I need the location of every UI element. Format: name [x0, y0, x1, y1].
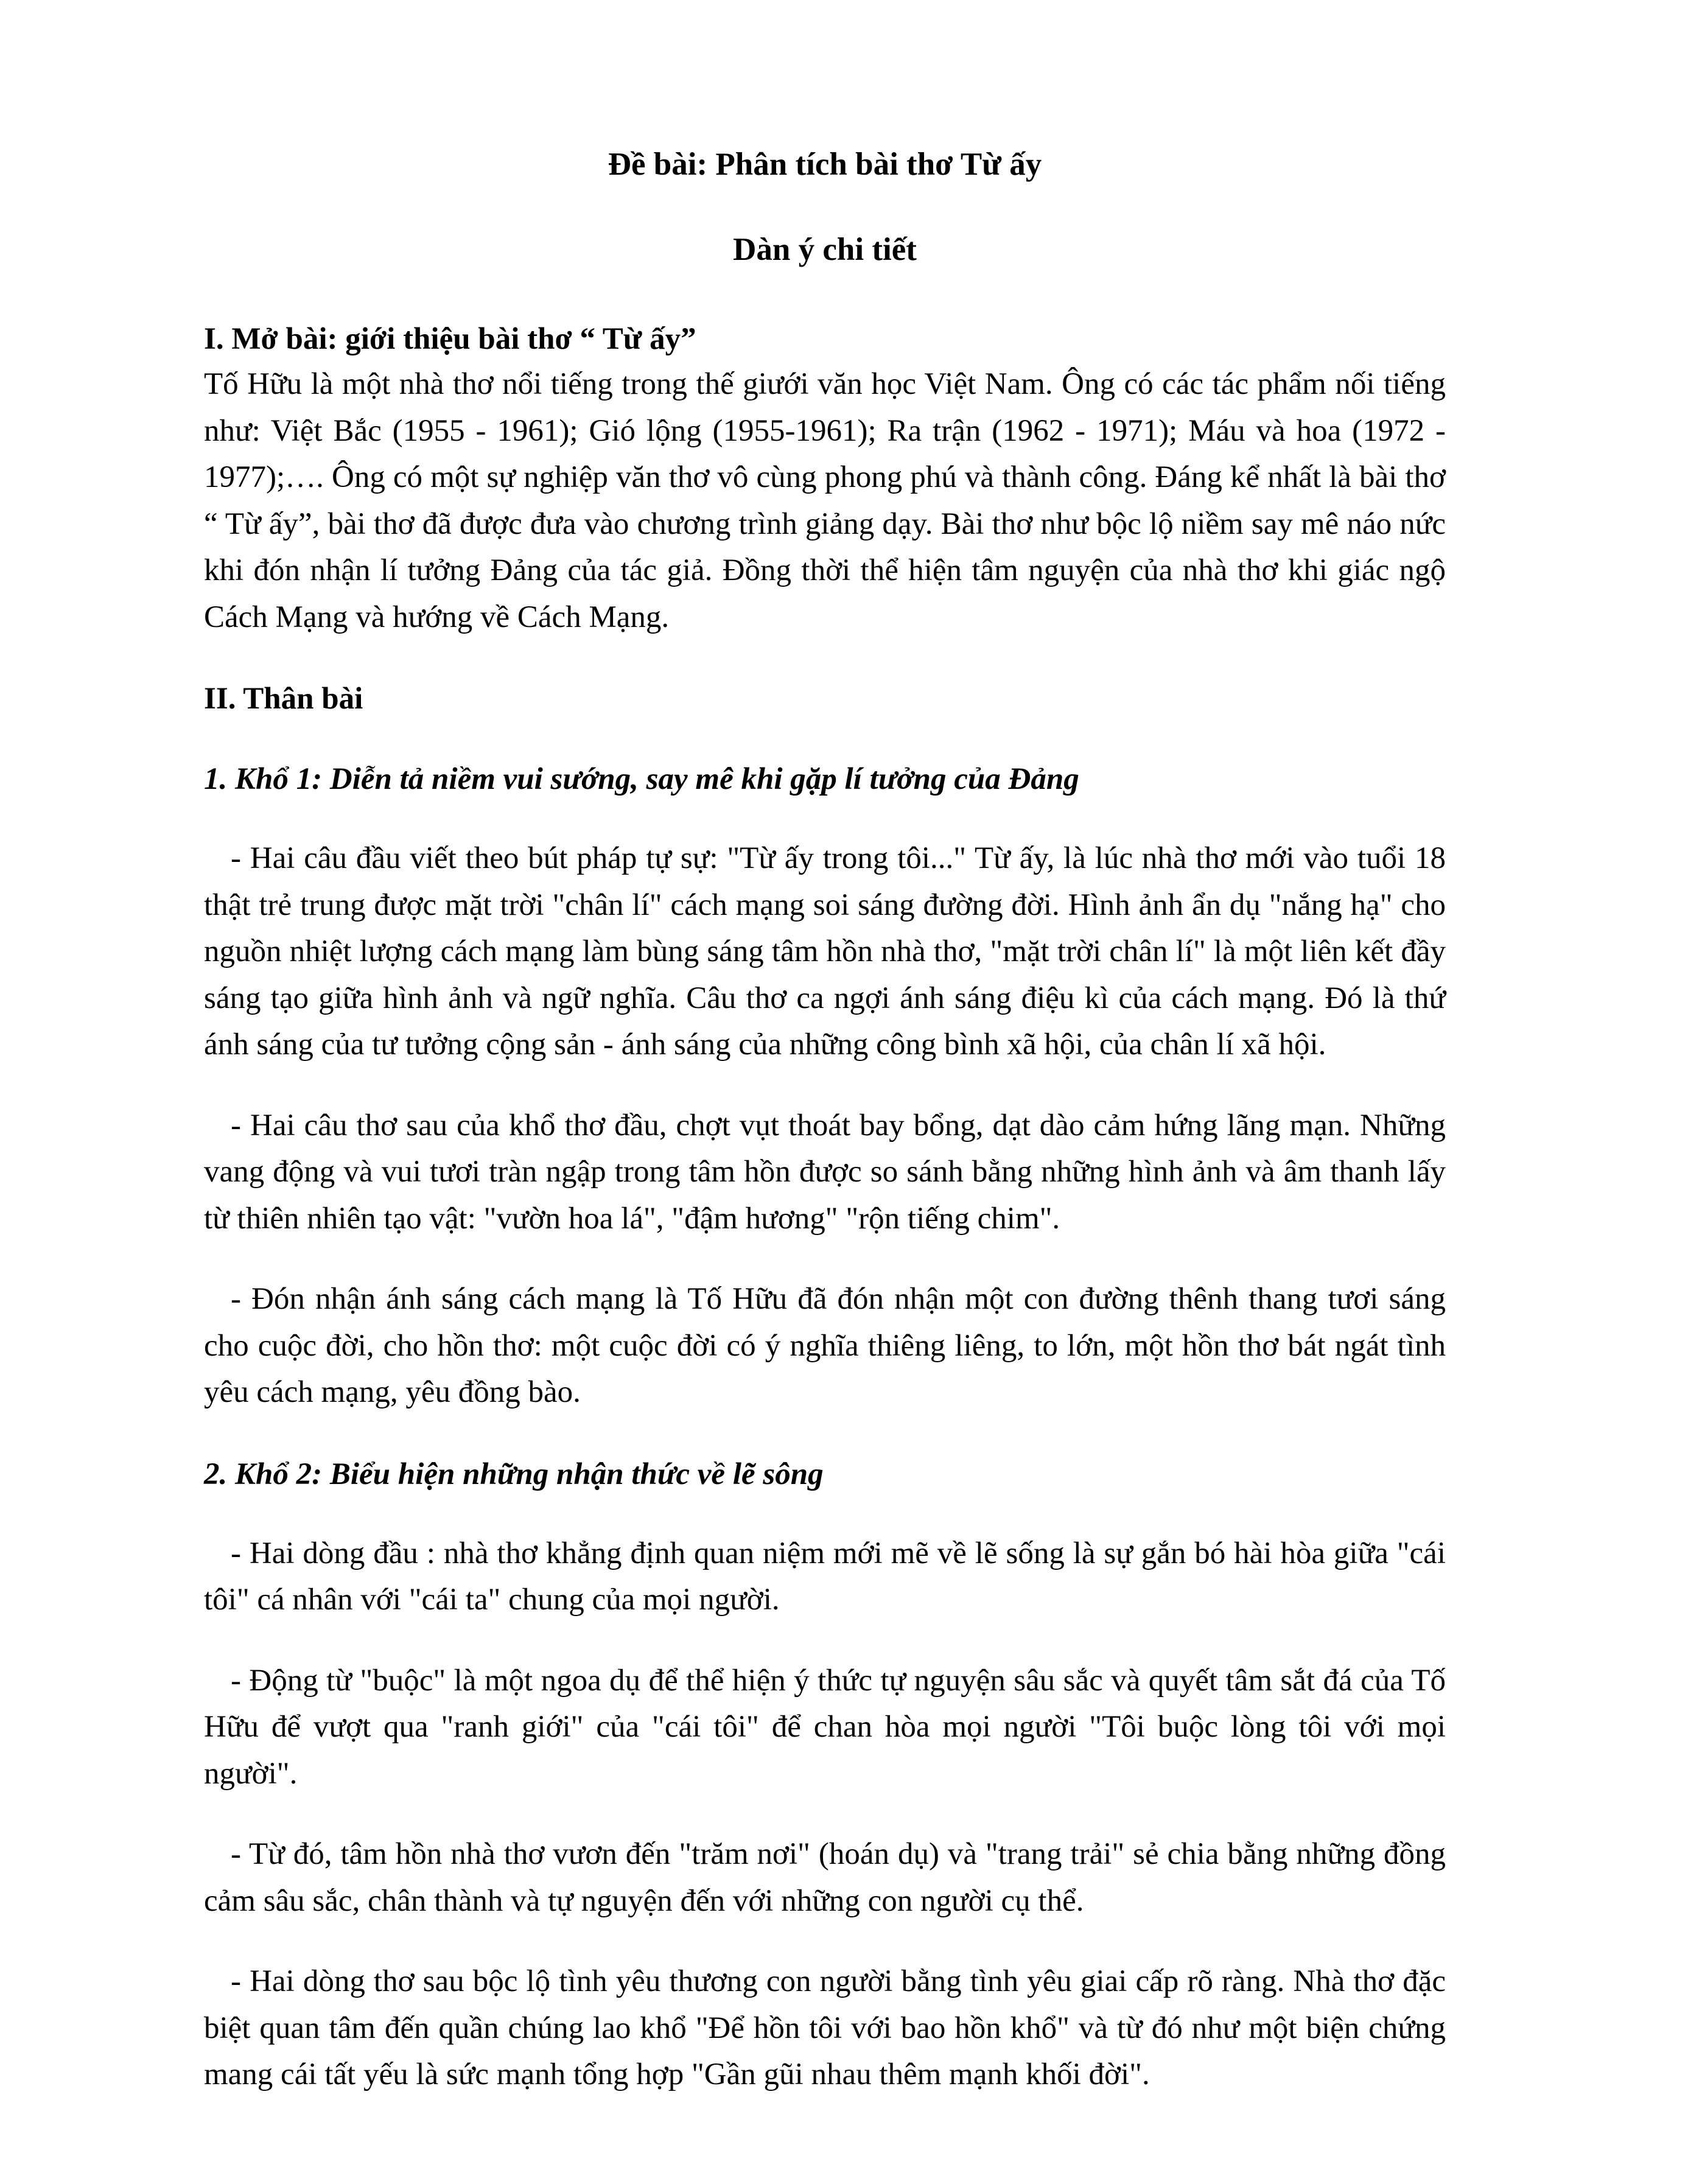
page-title: Đề bài: Phân tích bài thơ Từ ấy: [608, 147, 1042, 182]
section1-paragraph-2: - Hai câu thơ sau của khổ thơ đầu, chợt vụt thoát bay bổng, dạt dào cảm hứng lãng mạn. Những vang động và vui tươi tràn ngập trong tâm hồn được so sánh bằng những hình ảnh và âm thanh lấy từ thiên nhiên tạo vật: "vườn hoa lá", "đậm hương" "rộn tiếng chim".: [204, 1108, 1446, 1236]
page-subtitle: Dàn ý chi tiết: [733, 232, 917, 267]
intro-heading: I. Mở bài: giới thiệu bài thơ “ Từ ấy”: [204, 322, 696, 356]
section1-paragraph-1: - Hai câu đầu viết theo bút pháp tự sự: "Từ ấy trong tôi..." Từ ấy, là lúc nhà thơ mới vào tuổi 18 thật trẻ trung được mặt trời "chân lí" cách mạng soi sáng đường đời. Hình ảnh ẩn dụ "nắng hạ" cho nguồn nhiệt lượng cách mạng làm bùng sáng tâm hồn nhà thơ, "mặt trời chân lí" là một liên kết đầy sáng tạo giữa hình ảnh và ngữ nghĩa. Câu thơ ca ngợi ánh sáng điệu kì của cách mạng. Đó là thứ ánh sáng của tư tưởng cộng sản - ánh sáng của những công bình xã hội, của chân lí xã hội.: [204, 841, 1446, 1062]
document-page: [204, 143, 1446, 2098]
section2-paragraph-4: - Hai dòng thơ sau bộc lộ tình yêu thương con người bằng tình yêu giai cấp rõ ràng. Nhà thơ đặc biệt quan tâm đến quần chúng lao khổ "Để hồn tôi với bao hồn khổ" và từ đó như một biện chứng mang cái tất yếu là sức mạnh tổng hợp "Gần gũi nhau thêm mạnh khối đời".: [204, 1964, 1446, 2091]
section2-paragraph-1: - Hai dòng đầu : nhà thơ khẳng định quan niệm mới mẽ về lẽ sống là sự gắn bó hài hòa giữa "cái tôi" cá nhân với "cái ta" chung của mọi người.: [204, 1536, 1446, 1617]
section1-heading: 1. Khổ 1: Diễn tả niềm vui sướng, say mê khi gặp lí tưởng của Đảng: [204, 762, 1079, 796]
section2-paragraph-3: - Từ đó, tâm hồn nhà thơ vươn đến "trăm nơi" (hoán dụ) và "trang trải" sẻ chia bằng những đồng cảm sâu sắc, chân thành và tự nguyện đến với những con người cụ thể.: [204, 1837, 1446, 1918]
body-heading: II. Thân bài: [204, 682, 363, 716]
section2-paragraph-2: - Động từ "buộc" là một ngoa dụ để thể hiện ý thức tự nguyện sâu sắc và quyết tâm sắt đá của Tố Hữu để vượt qua "ranh giới" của "cái tôi" để chan hòa mọi người "Tôi buộc lòng tôi với mọi người".: [204, 1663, 1446, 1791]
section2-heading: 2. Khổ 2: Biểu hiện những nhận thức về lẽ sông: [204, 1457, 824, 1491]
section1-paragraph-3: - Đón nhận ánh sáng cách mạng là Tố Hữu đã đón nhận một con đường thênh thang tươi sáng cho cuộc đời, cho hồn thơ: một cuộc đời có ý nghĩa thiêng liêng, to lớn, một hồn thơ bát ngát tình yêu cách mạng, yêu đồng bào.: [204, 1282, 1446, 1409]
intro-paragraph: Tố Hữu là một nhà thơ nổi tiếng trong thế giưới văn học Việt Nam. Ông có các tác phẩm nối tiếng như: Việt Bắc (1955 - 1961); Gió lộng (1955-1961); Ra trận (1962 - 1971); Máu và hoa (1972 - 1977);…. Ông có một sự nghiệp văn thơ vô cùng phong phú và thành công. Đáng kể nhất là bài thơ “ Từ ấy”, bài thơ đã được đưa vào chương trình giảng dạy. Bài thơ như bộc lộ niềm say mê náo nức khi đón nhận lí tưởng Đảng của tác giả. Đồng thời thể hiện tâm nguyện của nhà thơ khi giác ngộ Cách Mạng và hướng về Cách Mạng.: [204, 367, 1446, 634]
